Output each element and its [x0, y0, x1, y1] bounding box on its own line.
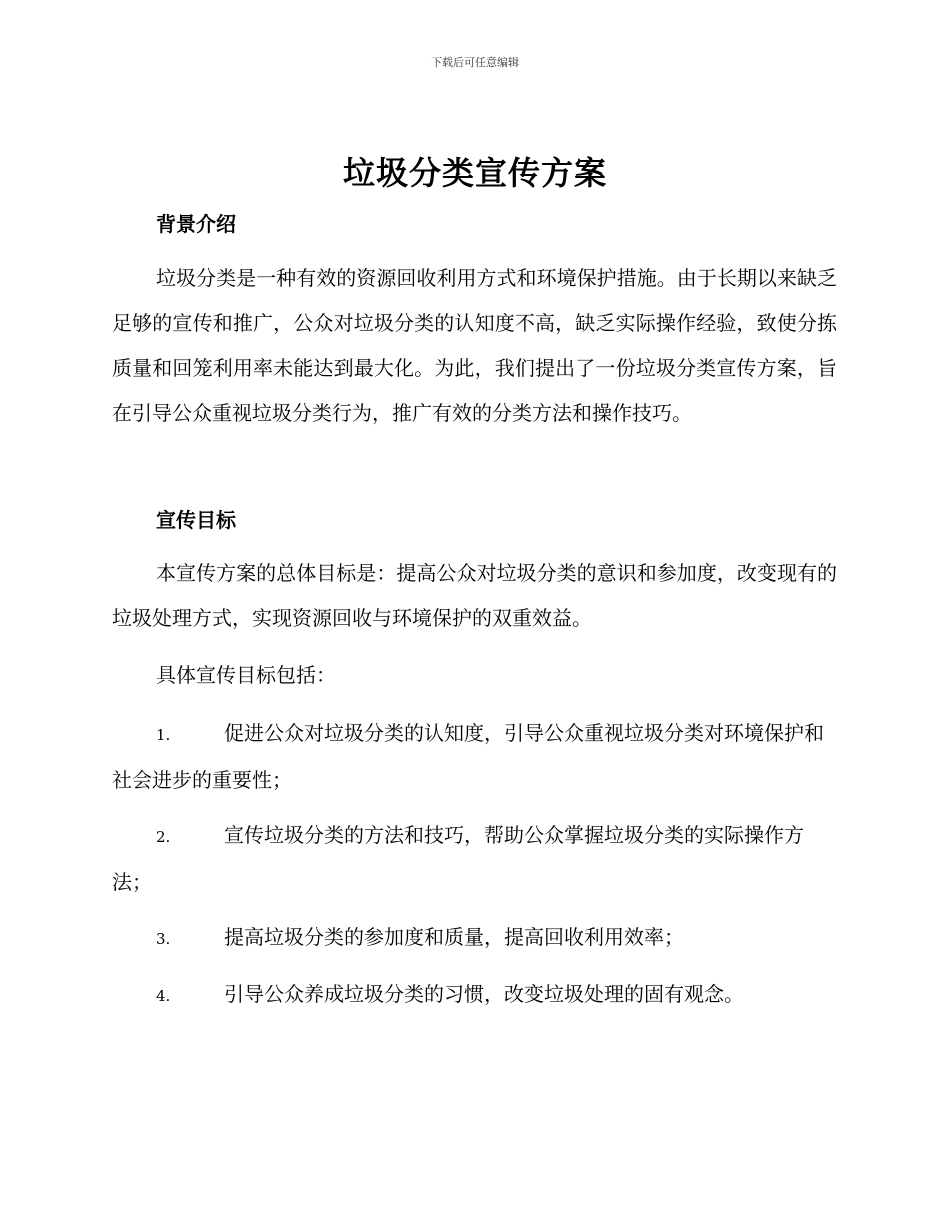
- list-item: [112, 813, 837, 905]
- background-paragraph: 垃圾分类是一种有效的资源回收利用方式和环境保护措施。由于长期以来缺乏足够的宣传和推广，公众对垃圾分类的认知度不高，缺乏实际操作经验，致使分拣质量和回笼利用率未能达到最大化。为此，我们提出了一份垃圾分类宣传方案，旨在引导公众重视垃圾分类行为，推广有效的分类方法和操作技巧。: [112, 266, 837, 425]
- list-number: 2.: [156, 828, 171, 846]
- list-number: 3.: [156, 930, 171, 948]
- section-heading-background: 背景介绍: [156, 212, 236, 236]
- header-note: 下载后可任意编辑: [431, 56, 519, 69]
- document-title: 垃圾分类宣传方案: [342, 154, 607, 192]
- list-text: 宣传垃圾分类的方法和技巧，帮助公众掌握垃圾分类的实际操作方法；: [112, 823, 804, 894]
- list-item: [112, 711, 837, 803]
- list-number: 4.: [156, 987, 171, 1005]
- list-text: 促进公众对垃圾分类的认知度，引导公众重视垃圾分类对环境保护和社会进步的重要性；: [112, 721, 824, 792]
- list-item: [112, 972, 837, 1019]
- goals-intro: 具体宣传目标包括：: [156, 663, 336, 687]
- list-number: 1.: [156, 726, 171, 744]
- list-item: [112, 915, 837, 962]
- list-text: 提高垃圾分类的参加度和质量，提高回收利用效率；: [224, 925, 684, 949]
- section-heading-goals: 宣传目标: [156, 508, 236, 532]
- goals-paragraph: 本宣传方案的总体目标是：提高公众对垃圾分类的意识和参加度，改变现有的垃圾处理方式，实现资源回收与环境保护的双重效益。: [112, 561, 837, 630]
- list-text: 引导公众养成垃圾分类的习惯，改变垃圾处理的固有观念。: [224, 982, 744, 1006]
